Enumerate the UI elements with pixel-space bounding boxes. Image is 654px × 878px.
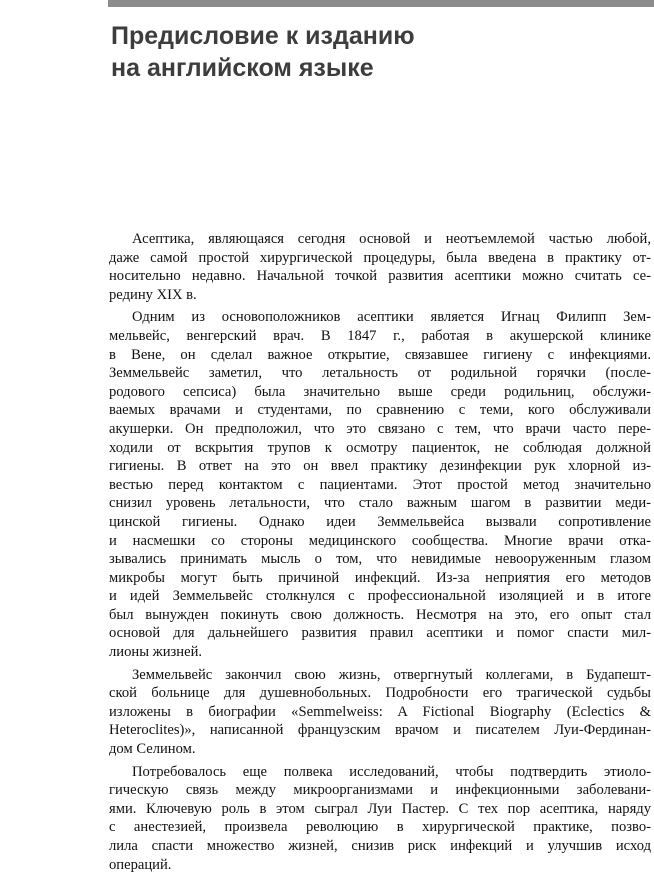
text-line: ваемых врачами и студентами, по сравнению с теми, кого обслуживали: [109, 402, 651, 419]
text-line: Потребовалось еще полвека исследований, чтобы подтвердить этиоло-: [132, 763, 651, 780]
text-line: снизил уровень летальности, что стало важным шагом в развитии меди-: [109, 495, 651, 512]
text-line: в Вене, он сделал важное открытие, связавшее гигиену с инфекциями.: [109, 346, 651, 363]
text-line: и насмешки со стороны медицинского сообщества. Многие врачи отка-: [109, 532, 651, 549]
heading-line-1: Предисловие к изданию: [111, 22, 415, 50]
text-line: Одним из основоположников асептики является Игнац Филипп Зем-: [132, 309, 651, 326]
text-line: родового сепсиса) была значительно выше среди родильниц, обслужи-: [109, 383, 651, 400]
text-line: микробы могут быть причиной инфекций. Из-за неприятия его методов: [109, 569, 651, 586]
text-line: зывались принимать мысль о том, что невидимые невооруженным глазом: [109, 551, 651, 568]
text-line: Heteroclites)», написанной французским врачом и писателем Луи-Фердинан-: [109, 722, 651, 739]
text-line: изложены в биографии «Semmelweiss: A Fictional Biography (Eclectics &: [109, 703, 651, 720]
text-line: ходили от вскрытия трупов к осмотру пациенток, не соблюдая должной: [109, 439, 651, 456]
text-line: даже самой простой хирургической процедуры, была введена в практику от-: [109, 249, 651, 266]
text-line: гическую связь между микроорганизмами и инфекционными заболевани-: [109, 782, 651, 799]
text-line: был вынужден покинуть свою должность. Несмотря на это, его опыт стал: [109, 606, 651, 623]
text-line: с анестезией, произвела революцию в хирургической практике, позво-: [109, 819, 651, 836]
text-line: лионы жизней.: [109, 644, 203, 661]
heading-line-2: на английском языке: [111, 54, 374, 82]
text-line: редину XIX в.: [109, 286, 197, 303]
paragraph: [109, 666, 651, 759]
text-line: Земмельвейс закончил свою жизнь, отвергнутый коллегами, в Будапешт-: [132, 666, 651, 683]
text-line: вестью перед контактом с пациентами. Этот простой метод значительно: [109, 476, 651, 493]
text-line: акушерки. Он предположил, что это связано с тем, что врачи часто пере-: [109, 420, 651, 437]
text-line: ями. Ключевую роль в этом сыграл Луи Пастер. С тех пор асептика, наряду: [109, 800, 651, 817]
text-line: дом Селином.: [109, 741, 196, 758]
paragraph: [109, 230, 651, 304]
body-text: [109, 230, 651, 878]
paragraph: [109, 763, 651, 875]
top-rule: [108, 0, 654, 7]
text-line: Земмельвейс заметил, что летальность от родильной горячки (после-: [109, 365, 651, 382]
text-line: гигиены. В ответ на это он ввел практику дезинфекции рук хлорной из-: [109, 458, 651, 475]
text-line: ской больнице для душевнобольных. Подробности его трагической судьбы: [109, 685, 651, 702]
text-line: лила спасти множество жизней, снизив риск инфекций и улучшив исход: [109, 838, 651, 854]
text-line: и идей Земмельвейс столкнулся с профессиональной изоляцией и в итоге: [109, 588, 651, 605]
text-line: носительно недавно. Начальной точкой развития асептики можно считать се-: [109, 268, 651, 285]
text-line: мельвейс, венгерский врач. В 1847 г., работая в акушерской клинике: [109, 327, 651, 344]
text-line: Асептика, являющаяся сегодня основой и неотъемлемой частью любой,: [132, 231, 651, 247]
text-line: основой для дальнейшего развития правил асептики и помог спасти мил-: [109, 625, 651, 642]
chapter-heading: [111, 20, 415, 84]
paragraph: [109, 308, 651, 661]
text-line: цинской гигиены. Однако идеи Земмельвейса вызвали сопротивление: [109, 513, 651, 530]
text-line: операций.: [109, 856, 172, 873]
